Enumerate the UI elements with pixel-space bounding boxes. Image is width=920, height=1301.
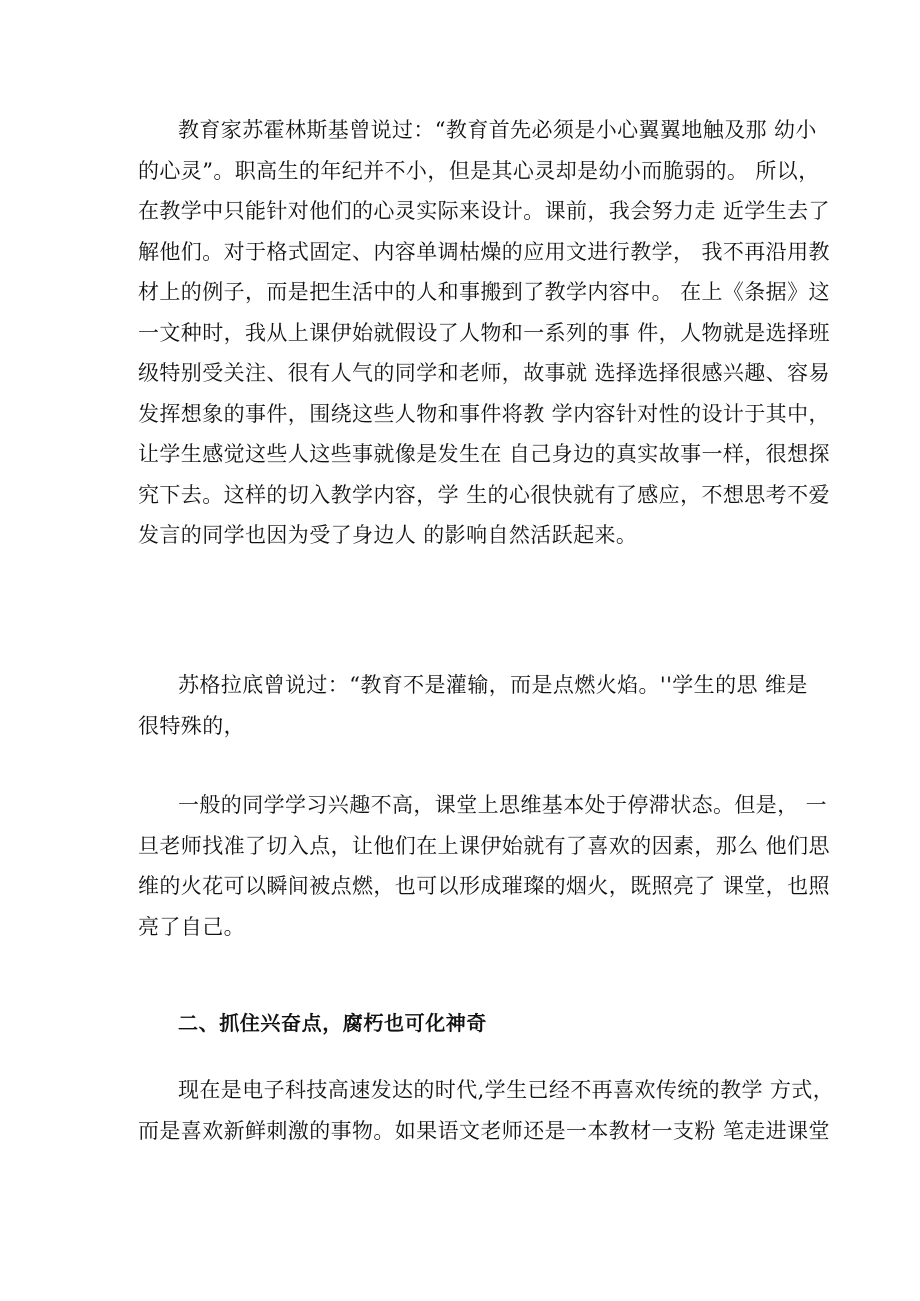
paragraph-line: 的心灵”。职高生的年纪并不小，但是其心灵却是幼小而脆弱的。 所以， xyxy=(138,158,820,183)
paragraph-line: 级特别受关注、很有人气的同学和老师，故事就 选择选择很感兴趣、容易 xyxy=(138,361,830,385)
paragraph-line: 发言的同学也因为受了身边人 的影响自然活跃起来。 xyxy=(138,523,638,547)
paragraph-line: 教育家苏霍林斯基曾说过：“教育首先必须是小心翼翼地触及那 幼小 xyxy=(178,118,817,142)
paragraph-line: 究下去。这样的切入教学内容，学 生的心很快就有了感应，不想思考不爱 xyxy=(138,482,830,507)
paragraph-line: 维的火花可以瞬间被点燃，也可以形成璀璨的烟火，既照亮了 课堂，也照 xyxy=(138,874,830,898)
paragraph-line: 让学生感觉这些人这些事就像是发生在 自己身边的真实故事一样，很想探 xyxy=(138,442,830,466)
paragraph-line: 发挥想象的事件，围绕这些人物和事件将教 学内容针对性的设计于其中， xyxy=(138,401,830,426)
paragraph-line: 很特殊的， xyxy=(138,713,245,738)
paragraph-line: 在教学中只能针对他们的心灵实际来设计。课前，我会努力走 近学生去了 xyxy=(138,199,830,223)
paragraph-line: 一文种时，我从上课伊始就假设了人物和一系列的事 件，人物就是选择班 xyxy=(138,320,830,345)
paragraph-line: 一般的同学学习兴趣不高，课堂上思维基本处于停滞状态。但是， 一 xyxy=(178,793,828,817)
paragraph-suhomlinsky xyxy=(138,110,830,556)
section-heading: 二、抓住兴奋点，腐朽也可化神奇 xyxy=(178,1011,487,1035)
paragraph-line: 苏格拉底曾说过：“教育不是灌输，而是点燃火焰。''学生的思 维是 xyxy=(178,673,808,697)
paragraph-line: 解他们。对于格式固定、内容单调枯燥的应用文进行教学， 我不再沿用教 xyxy=(138,239,830,264)
paragraph-line: 材上的例子，而是把生活中的人和事搬到了教学内容中。 在上《条据》这 xyxy=(138,280,830,304)
paragraph-line: 而是喜欢新鲜刺激的事物。如果语文老师还是一本教材一支粉 笔走进课堂 xyxy=(138,1118,830,1143)
paragraph-line: 亮了自己。 xyxy=(138,914,245,939)
paragraph-modern-teaching xyxy=(138,1070,835,1151)
paragraph-socrates xyxy=(138,665,808,746)
paragraph-line: 旦老师找准了切入点，让他们在上课伊始就有了喜欢的因素，那么 他们思 xyxy=(138,833,830,858)
paragraph-line: 现在是电子科技高速发达的时代,学生已经不再喜欢传统的教学 方式， xyxy=(178,1078,835,1102)
paragraph-interest xyxy=(138,785,830,947)
